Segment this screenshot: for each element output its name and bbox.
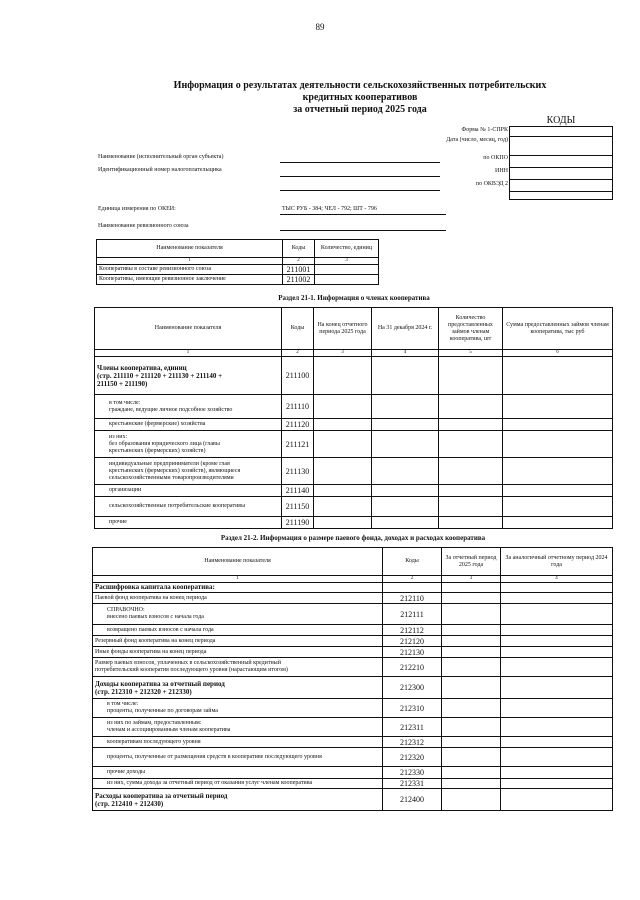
t0-value-cell[interactable] [315, 275, 379, 285]
s2-row-label: Паевой фонд кооператива на конец периода [93, 593, 383, 604]
s1-value-cell[interactable] [314, 431, 372, 458]
s1-value-cell[interactable] [372, 458, 439, 485]
s2-value-cell [442, 583, 501, 593]
s2-value-cell [501, 583, 613, 593]
table-row [95, 517, 613, 529]
form-code-cell[interactable] [510, 127, 613, 137]
s2-header-name: Наименование показателя [93, 548, 383, 576]
s2-row-label: Расшифровка капитала кооператива: [93, 583, 383, 593]
s1-value-cell[interactable] [503, 485, 613, 497]
s2-num: 3 [442, 576, 501, 583]
s2-row-label [93, 658, 383, 677]
units-label: Единица измерения по ОКЕИ: [98, 206, 176, 212]
table-row [95, 395, 613, 419]
s1-value-cell[interactable] [503, 517, 613, 529]
s1-row-label-line: в том числе: [109, 399, 141, 406]
s2-value-cell[interactable] [442, 699, 501, 718]
s2-row-code: 212130 [383, 647, 442, 658]
t0-row-code: 211001 [283, 265, 315, 275]
s2-value-cell[interactable] [442, 647, 501, 658]
s1-header-dec31: На 31 декабря 2024 г. [372, 308, 439, 350]
s1-value-cell[interactable] [439, 517, 503, 529]
s1-value-cell[interactable] [439, 497, 503, 517]
form-title-line3: за отчетный период 2025 года [293, 104, 427, 115]
s1-row-label-line: сельскохозяйственными товаропроизводителями [109, 474, 234, 481]
s2-row-label-line: Доходы кооператива за отчетный период [95, 679, 225, 688]
s1-value-cell[interactable] [439, 419, 503, 431]
s1-row-code: 211100 [282, 357, 314, 395]
codes-header: КОДЫ [546, 115, 576, 126]
s1-value-cell[interactable] [439, 357, 503, 395]
s2-num: 2 [383, 576, 442, 583]
s1-row-label: крестьянские (фермерские) хозяйства [95, 419, 282, 431]
t0-num: 2 [283, 258, 315, 265]
s1-row-code: 211130 [282, 458, 314, 485]
s2-row-code: 212110 [383, 593, 442, 604]
inn-code-cell[interactable] [510, 168, 613, 180]
s2-value-cell[interactable] [442, 718, 501, 737]
table-row [93, 625, 613, 636]
taxpayer-id-line[interactable] [280, 176, 440, 177]
s2-value-cell[interactable] [501, 699, 613, 718]
s2-value-cell[interactable] [501, 748, 613, 767]
extra-code-cell[interactable] [510, 192, 613, 200]
s2-row-label-line: (стр. 212310 + 212320 + 212330) [95, 687, 192, 696]
s1-row-label-line: крестьянских (фермерских) хозяйств), являющиеся [109, 467, 241, 474]
s2-value-cell[interactable] [501, 636, 613, 647]
section1-title: Раздел 21-1. Информация о членах кооператива [278, 294, 430, 302]
s1-value-cell[interactable] [314, 419, 372, 431]
members-table [94, 307, 613, 529]
s1-row-label-line: граждане, ведущие личное подсобное хозяйство [109, 406, 233, 413]
table-row [93, 789, 613, 811]
s2-row-label-line: проценты, полученные по договорам займа [107, 708, 218, 714]
table-row [95, 485, 613, 497]
fund-income-table [92, 547, 613, 811]
table-row [93, 593, 613, 604]
s2-row-code: 212310 [383, 699, 442, 718]
s1-header-end-period: На конец отчетного периода 2025 года [314, 308, 372, 350]
s1-row-label [95, 458, 282, 485]
s1-row-code: 211110 [282, 395, 314, 419]
s1-num: 6 [503, 350, 613, 357]
s1-value-cell[interactable] [503, 431, 613, 458]
s2-num: 4 [501, 576, 613, 583]
s2-row-label-line: Размер паевых взносов, уплаченных в сельскохозяйственный кредитный [95, 660, 281, 666]
form-code-label: Форма № 1-СПРК [461, 127, 508, 133]
okved-code-label: по ОКВЭД 2 [475, 181, 508, 187]
s1-value-cell[interactable] [372, 419, 439, 431]
taxpayer-id-label: Идентификационный номер налогоплательщика [98, 167, 222, 173]
s1-value-cell[interactable] [372, 517, 439, 529]
s1-value-cell[interactable] [314, 517, 372, 529]
s1-num: 3 [314, 350, 372, 357]
codes-table [509, 126, 613, 200]
s1-row-code: 211190 [282, 517, 314, 529]
s2-value-cell[interactable] [501, 779, 613, 789]
s2-row-label-line: внесено паевых взносов с начала года [107, 614, 204, 620]
form-title [150, 80, 570, 116]
s2-row-label-line: Расходы кооператива за отчетный период [95, 791, 228, 800]
table-row [93, 647, 613, 658]
s2-row-code: 212111 [383, 604, 442, 625]
s1-value-cell[interactable] [314, 395, 372, 419]
s1-row-label [95, 395, 282, 419]
s2-row-code: 212300 [383, 677, 442, 699]
table-row [95, 357, 613, 395]
s1-value-cell[interactable] [314, 357, 372, 395]
s1-num: 2 [282, 350, 314, 357]
s2-row-label [93, 604, 383, 625]
table-row [93, 636, 613, 647]
s2-row-label: кооперативам последующего уровня [93, 737, 383, 748]
s2-value-cell[interactable] [501, 718, 613, 737]
s2-value-cell[interactable] [442, 604, 501, 625]
s2-value-cell[interactable] [442, 593, 501, 604]
date-code-label: Дата (число, месяц, год) [446, 137, 508, 143]
t0-row-label: Кооперативы в составе ревизионного союза [97, 265, 283, 275]
units-value: ТЫС РУБ - 384; ЧЕЛ - 792; ШТ - 796 [282, 206, 377, 212]
s1-value-cell[interactable] [503, 458, 613, 485]
table-row [95, 419, 613, 431]
s2-value-cell[interactable] [442, 677, 501, 699]
s2-row-code: 212210 [383, 658, 442, 677]
s1-num: 4 [372, 350, 439, 357]
s2-row-label: Резервный фонд кооператива на конец периода [93, 636, 383, 647]
table-row [95, 497, 613, 517]
s2-row-label-line: (стр. 212410 + 212430) [95, 799, 164, 808]
date-code-cell[interactable] [510, 137, 613, 156]
executive-body-label: Наименование (исполнительный орган субъекта) [98, 154, 224, 160]
s1-row-label-line: (стр. 211110 + 211120 + 211130 + 211140 + [97, 371, 223, 380]
okpo-code-cell[interactable] [510, 156, 613, 168]
s2-value-cell[interactable] [501, 625, 613, 636]
s1-value-cell[interactable] [439, 458, 503, 485]
table-row [95, 431, 613, 458]
table-row [93, 658, 613, 677]
t0-num: 3 [315, 258, 379, 265]
audit-union-table [96, 239, 379, 285]
t0-row-label: Кооперативы, имеющие ревизионное заключение [97, 275, 283, 285]
table-row [93, 699, 613, 718]
page-number: 89 [315, 22, 325, 32]
s2-value-cell[interactable] [501, 767, 613, 779]
t0-header-code: Коды [283, 240, 315, 258]
s2-row-code: 212312 [383, 737, 442, 748]
s2-row-label [93, 699, 383, 718]
s2-row-code: 212330 [383, 767, 442, 779]
table-row [93, 583, 613, 593]
table-row [93, 748, 613, 767]
s2-value-cell[interactable] [501, 658, 613, 677]
units-line [280, 214, 446, 215]
table-row [93, 718, 613, 737]
section2-title: Раздел 21-2. Информация о размере паевого фонда, доходах и расходах кооператива [220, 534, 486, 542]
okpo-code-label: по ОКПО [483, 155, 508, 161]
s2-header-previous: За аналогичный отчетному период 2024 года [501, 548, 613, 576]
s2-header-current: За отчетный период 2025 года [442, 548, 501, 576]
s2-row-label-line: из них по займам, предоставленным: [107, 720, 202, 726]
s1-value-cell[interactable] [503, 419, 613, 431]
s2-row-label-line: членам и ассоциированным членам кооператива [107, 727, 231, 733]
s1-value-cell[interactable] [372, 497, 439, 517]
s2-row-label-line: в том числе: [107, 701, 139, 707]
table-row [95, 458, 613, 485]
s1-value-cell[interactable] [314, 497, 372, 517]
s2-value-cell[interactable] [501, 677, 613, 699]
s1-header-code: Коды [282, 308, 314, 350]
s2-value-cell[interactable] [442, 625, 501, 636]
s1-value-cell[interactable] [372, 395, 439, 419]
s1-num: 5 [439, 350, 503, 357]
s1-row-label-line: 211150 + 211190) [97, 379, 148, 388]
s1-value-cell[interactable] [314, 485, 372, 497]
s2-value-cell[interactable] [501, 593, 613, 604]
s2-row-label: Иные фонды кооператива на конец периода [93, 647, 383, 658]
s1-row-label: сельскохозяйственные потребительские кооперативы [95, 497, 282, 517]
s1-value-cell[interactable] [372, 431, 439, 458]
s1-value-cell[interactable] [372, 485, 439, 497]
table-row [93, 677, 613, 699]
s2-value-cell[interactable] [501, 604, 613, 625]
s1-row-code: 211120 [282, 419, 314, 431]
table-row [97, 265, 379, 275]
s1-row-label-line: без образования юридического лица (главы [109, 440, 220, 447]
s1-header-loans-count: Количество предоставленных займов членам кооператива, шт [439, 308, 503, 350]
inn-code-label: ИНН [495, 168, 508, 174]
s2-value-cell[interactable] [442, 748, 501, 767]
form-title-line2: кредитных кооперативов [302, 92, 418, 103]
t0-header-name: Наименование показателя [97, 240, 283, 258]
s1-value-cell[interactable] [503, 497, 613, 517]
s1-row-label-line: Члены кооператива, единиц [97, 363, 187, 372]
s1-row-label: прочие [95, 517, 282, 529]
s1-row-code: 211150 [282, 497, 314, 517]
t0-header-qty: Количество, единиц [315, 240, 379, 258]
s2-row-code: 212400 [383, 789, 442, 811]
s2-row-label [93, 677, 383, 699]
s2-row-label: из них, сумма дохода за отчетный период от оказания услуг членам кооператива [93, 779, 383, 789]
s1-value-cell[interactable] [439, 431, 503, 458]
s1-header-name: Наименование показателя [95, 308, 282, 350]
s1-row-code: 211121 [282, 431, 314, 458]
s2-row-label-line: СПРАВОЧНО: [107, 607, 145, 613]
s2-row-label [93, 789, 383, 811]
okved-code-cell[interactable] [510, 180, 613, 192]
s2-row-code [383, 583, 442, 593]
s1-value-cell[interactable] [372, 357, 439, 395]
s2-row-label: прочие доходы [93, 767, 383, 779]
s2-header-code: Коды [383, 548, 442, 576]
extra-line[interactable] [280, 190, 440, 191]
s2-value-cell[interactable] [442, 658, 501, 677]
s2-value-cell[interactable] [501, 647, 613, 658]
audit-union-line[interactable] [280, 230, 446, 231]
s1-value-cell[interactable] [314, 458, 372, 485]
s1-value-cell[interactable] [439, 395, 503, 419]
s1-row-label-line: из них: [109, 433, 128, 440]
s1-row-label-line: индивидуальные предприниматели (кроме глав [109, 460, 230, 467]
audit-union-label: Наименование ревизионного союза [98, 223, 189, 229]
s1-num: 1 [95, 350, 282, 357]
s2-row-code: 212112 [383, 625, 442, 636]
s2-value-cell[interactable] [442, 737, 501, 748]
s1-row-label [95, 431, 282, 458]
s1-header-loans-sum: Сумма предоставленных займов членам кооператива, тыс руб [503, 308, 613, 350]
s2-row-code: 212311 [383, 718, 442, 737]
s1-value-cell[interactable] [503, 357, 613, 395]
s2-value-cell[interactable] [501, 737, 613, 748]
s2-row-label: возвращено паевых взносов с начала года [93, 625, 383, 636]
s1-row-code: 211140 [282, 485, 314, 497]
s1-row-label-line: крестьянских (фермерских) хозяйств) [109, 447, 206, 454]
s2-value-cell[interactable] [442, 789, 501, 811]
table-row [93, 767, 613, 779]
table-row [97, 275, 379, 285]
s2-row-code: 212320 [383, 748, 442, 767]
t0-num: 1 [97, 258, 283, 265]
s2-row-label: проценты, полученные от размещения средств в кооперативе последующего уровня [93, 748, 383, 767]
executive-body-line[interactable] [280, 162, 440, 163]
s2-row-code: 212120 [383, 636, 442, 647]
form-title-line1: Информация о результатах деятельности сельскохозяйственных потребительских [173, 80, 547, 91]
s1-value-cell[interactable] [439, 485, 503, 497]
s2-num: 1 [93, 576, 383, 583]
s1-value-cell[interactable] [503, 395, 613, 419]
s2-value-cell[interactable] [442, 767, 501, 779]
s2-value-cell[interactable] [501, 789, 613, 811]
s2-value-cell[interactable] [442, 636, 501, 647]
table-row [93, 604, 613, 625]
s1-row-label: организации [95, 485, 282, 497]
table-row [93, 737, 613, 748]
t0-value-cell[interactable] [315, 265, 379, 275]
s1-row-label [95, 357, 282, 395]
s2-row-label [93, 718, 383, 737]
s2-row-code: 212331 [383, 779, 442, 789]
s2-row-label-line: потребительский кооператив последующего уровня (нарастающим итогом) [95, 667, 288, 673]
table-row [93, 779, 613, 789]
t0-row-code: 211002 [283, 275, 315, 285]
s2-value-cell[interactable] [442, 779, 501, 789]
